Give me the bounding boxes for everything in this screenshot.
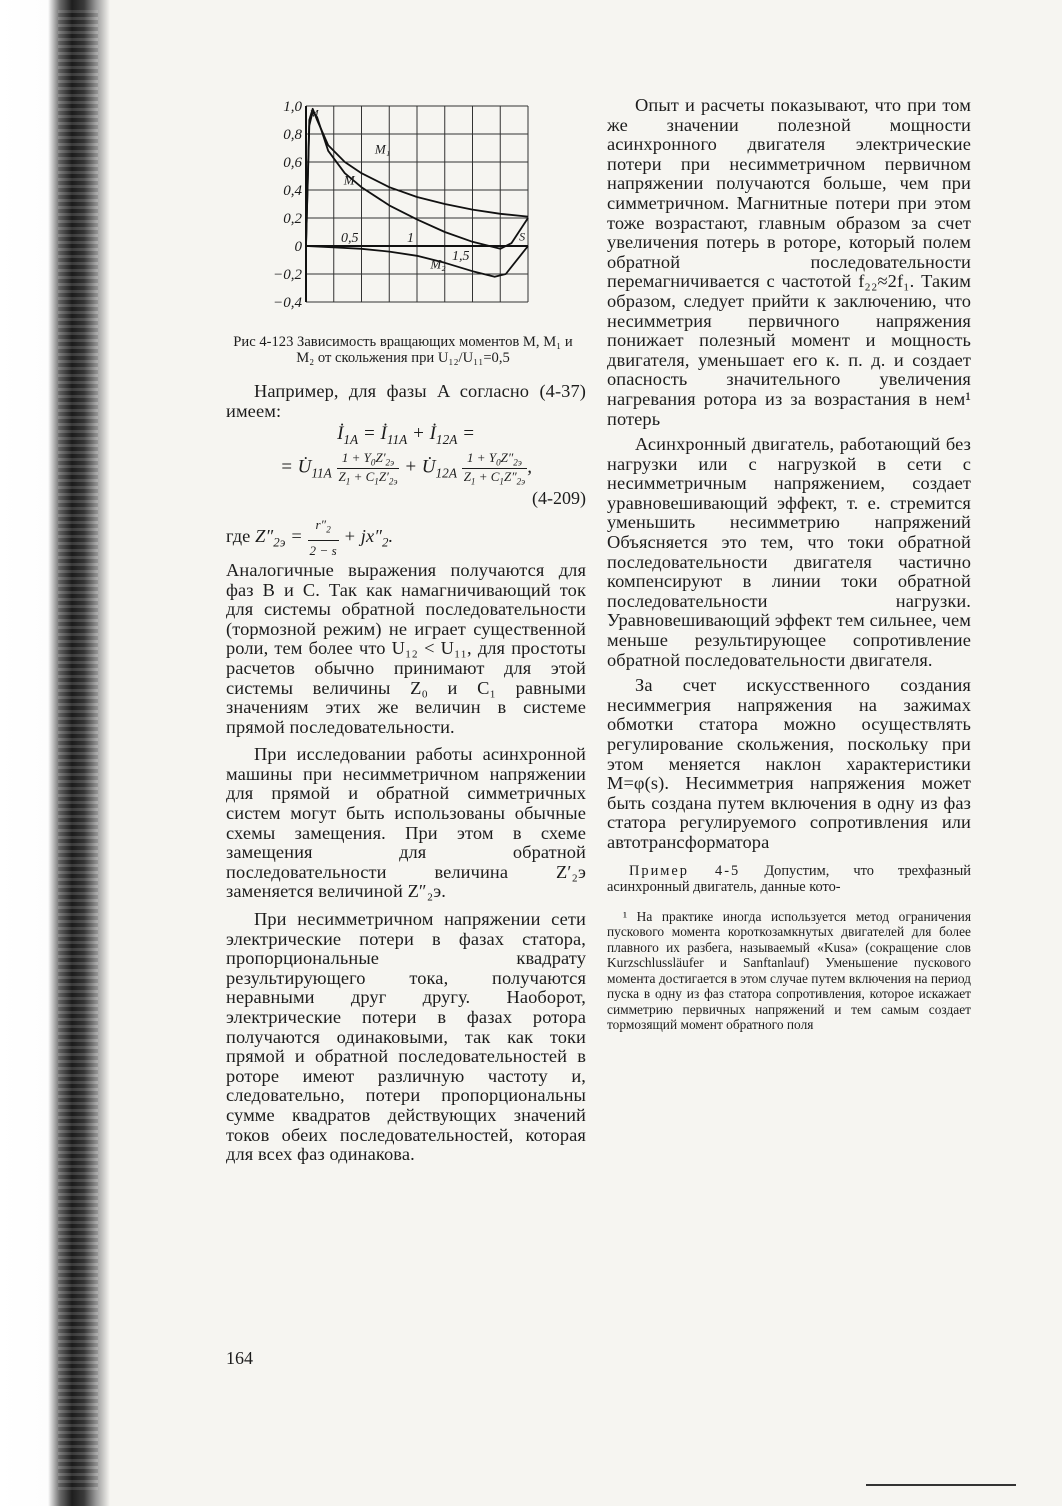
y-tick-label: 1,0 bbox=[283, 99, 302, 115]
left-paragraph-4: При несимметричном напряжении сети электрические потери в фазах статора, пропорциональные квадрату результирующего тока, получаются неравными друг другу. Наоборот, электрические потери в фазах ротора получаются одинаковыми, так как токи прямой и обратной последовательностей в роторе имеют различную частоту и, следовательно, потери пропорциональны сумме квадратов действующих значений токов обеих последовательностей, которая для всех фаз одинакова. bbox=[226, 909, 586, 1165]
page-number: 164 bbox=[226, 1348, 253, 1368]
x-tick-label: 0,5 bbox=[341, 231, 359, 246]
left-paragraph-3: При исследовании работы асинхронной машины при несимметричном напряжении для прямой и обратной симметричных систем могут быть использованы обычные схемы замещения. При этом в схеме замещения для обратной последовательности величина Z′₂э заменяется величиной Z″₂э. bbox=[226, 744, 586, 902]
y-tick-label: −0,2 bbox=[273, 267, 302, 283]
where-clause: где $Z''_{2э}$ = $\frac{r''_2}{2 - s}$ + $jx''_2$. bbox=[226, 517, 394, 559]
formula-4-209 bbox=[226, 423, 586, 509]
right-paragraph-2: Асинхронный двигатель, работающий без нагрузки или с нагрузкой в сети с несимметричным напряжением, создает уравновешивающий эффект, т. е. стремится уменьшить несимметрию напряжений Объясняется это тем, что токи обратной последовательности двигателя частично компенсируют в линии токи обратной последовательности нагрузки. Уравновешивающий эффект тем сильнее, чем меньше результирующее сопротивление обратной последовательности двигателя. bbox=[607, 434, 971, 670]
right-paragraph-3: За счет искусственного создания несиммегрия напряжения на зажимах обмотки статора можно осуществлять регулирование скольжения, поскольку при этом меняется наклон характеристики M=φ(s). Несимметрия напряжения может быть создана путем включения в одну из фаз статора регулируемого сопротивления или автотрансформатора bbox=[607, 675, 971, 852]
right-column bbox=[607, 96, 971, 1033]
equation-number: (4-209) bbox=[532, 488, 586, 509]
figure-caption: Рис 4-123 Зависимость вращающих моментов M, M₁ и M₂ от скольжения при U₁₂/U₁₁=0,5 bbox=[233, 334, 573, 366]
torque-slip-chart bbox=[226, 96, 586, 328]
scan-rule bbox=[866, 1484, 1016, 1486]
figure-4-123 bbox=[226, 96, 586, 328]
y-tick-label: 0,2 bbox=[283, 211, 302, 227]
y-tick-label: −0,4 bbox=[273, 295, 302, 311]
x-tick-label: 1 bbox=[407, 231, 414, 246]
y-tick-label: 0,8 bbox=[283, 127, 302, 143]
x-tick-label: 1,5 bbox=[452, 249, 470, 264]
formula-line-1: $İ_{1A}$ = $İ_{11A}$ + $İ_{12A}$ = bbox=[337, 423, 475, 447]
y-tick-label: 0 bbox=[294, 239, 302, 255]
curve-label-s: S bbox=[519, 229, 526, 244]
binding-texture bbox=[58, 10, 98, 1490]
curve-label-m: M bbox=[343, 172, 355, 188]
right-paragraph-1: Опыт и расчеты показывают, что при том же значении полезной мощности асинхронного двигателя электрические потери при несимметричном первичном напряжении получаются больше, чем при симметричном. Магнитные потери при этом тоже возрастают, главным образом за счет увеличения потерь в роторе, который полем обратной последовательности перемагничивается с частотой f₂₂≈2f₁. Таким образом, следует прийти к заключению, что несимметрия первичного напряжения понижает полезный момент и мощность двигателя, уменьшает его к. п. д. и создает опасность значительного увеличения нагревания ротора из за возрастания в нем¹ потерь bbox=[607, 95, 971, 429]
y-tick-label: 0,6 bbox=[283, 155, 302, 171]
example-4-5 bbox=[607, 863, 971, 895]
curve-label-m1: M₁ bbox=[374, 141, 391, 157]
formula-line-2: = $U̇_{11A}$ $\frac{1 + Y_0Z'_{2э}}{Z_1 + C_1Z'_{2э}}$ + $U̇_{12A}$ $\frac{1 + Y_0Z''_{2э}}{Z_1 + C_1Z''_{2э}}$ , bbox=[280, 449, 532, 487]
left-column bbox=[226, 96, 586, 1165]
example-heading: Пример 4-5 bbox=[629, 862, 741, 879]
left-paragraph-2: Аналогичные выражения получаются для фаз B и C. Так как намагничивающий ток для системы обратной последовательности (тормозной режим) не играет существенной роли, тем более что U₁₂ < U₁₁, для простоты расчетов обычно принимают для этой системы величины Z₀ и C₁ равными значениям этих же величин в системе прямой последовательности. bbox=[226, 559, 586, 737]
example-text: Допустим, что трехфазный асинхронный двигатель, данные кото- bbox=[607, 862, 971, 895]
curve-label-m-peak: M bbox=[309, 108, 319, 121]
curve-label-m2: M₂ bbox=[430, 256, 446, 272]
left-paragraph-1: Например, для фазы A согласно (4-37) имеем: bbox=[226, 381, 586, 421]
footnote: ¹ На практике иногда используется метод ограничения пускового момента короткозамкнутых двигателей для более плавного их разбега, называемый «Kusa» (сокращение слов Kurzschlussläufer и Sanftanlauf) Уменьшение пускового момента достигается в этом случае путем включения на период пуска в одну из фаз статора сопротивления, которое искажает симметрию первичных напряжений и тем самым создает тормозящий момент обратного поля bbox=[607, 908, 971, 1033]
y-tick-label: 0,4 bbox=[283, 183, 302, 199]
